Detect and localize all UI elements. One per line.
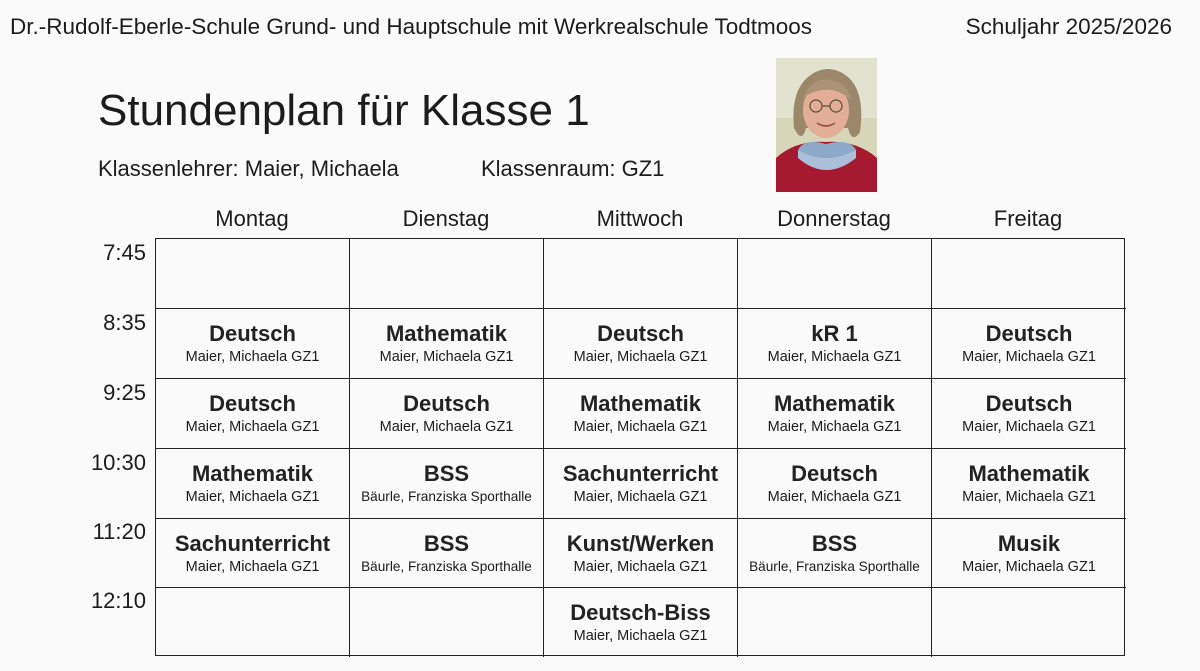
lesson-subject: Deutsch: [403, 391, 490, 416]
lesson-cell: [738, 519, 932, 588]
lesson-subject: BSS: [811, 531, 858, 556]
lesson-subject: Deutsch: [597, 321, 684, 346]
lesson-subject: BSS: [423, 461, 470, 486]
lesson-teacher: Maier, Michaela GZ1: [185, 559, 320, 575]
lesson-cell: [544, 239, 738, 309]
day-tuesday: Dienstag: [402, 206, 490, 231]
lesson-subject: Mathematik: [968, 461, 1090, 486]
lesson-subject: Mathematik: [191, 461, 314, 486]
lesson-teacher: Maier, Michaela GZ1: [962, 349, 1096, 365]
lesson-cell: [738, 449, 932, 519]
time-label: 11:20: [92, 519, 146, 544]
time-label: 8:35: [103, 310, 146, 335]
lesson-teacher: Maier, Michaela GZ1: [767, 489, 902, 505]
lesson-cell: [544, 519, 738, 588]
lesson-subject: Deutsch: [985, 391, 1073, 416]
class-teacher: Klassenlehrer: Maier, Michaela: [98, 156, 399, 181]
lesson-subject: BSS: [423, 531, 470, 556]
teacher-photo: [776, 58, 877, 192]
lesson-subject: Deutsch: [209, 321, 296, 346]
time-label: 12:10: [90, 588, 146, 613]
weekday-header: [155, 206, 1125, 232]
lesson-subject: Mathematik: [773, 391, 896, 416]
day-monday: Montag: [215, 206, 289, 231]
lesson-subject: Deutsch: [985, 321, 1073, 346]
lesson-subject: Deutsch-Biss: [570, 600, 711, 625]
page-title: Stundenplan für Klasse 1: [98, 86, 590, 135]
lesson-cell: [932, 519, 1126, 588]
lesson-cell: [544, 309, 738, 379]
lesson-cell: [156, 449, 350, 519]
lesson-cell: [932, 309, 1126, 379]
lesson-teacher: Maier, Michaela GZ1: [962, 489, 1096, 505]
school-name: Dr.-Rudolf-Eberle-Schule Grund- und Hauptschule mit Werkrealschule Todtmoos: [10, 14, 813, 39]
lesson-subject: Musik: [997, 531, 1061, 556]
lesson-cell: [156, 379, 350, 449]
lesson-cell: [932, 379, 1126, 449]
lesson-subject: Sachunterricht: [562, 461, 719, 486]
lesson-teacher: Maier, Michaela GZ1: [573, 419, 708, 435]
lesson-teacher: Bäurle, Franziska Sporthalle: [749, 559, 920, 574]
lesson-cell: [738, 239, 932, 309]
lesson-cell: [350, 239, 544, 309]
day-friday: Freitag: [993, 206, 1063, 231]
lesson-teacher: Maier, Michaela GZ1: [767, 419, 902, 435]
lesson-subject: Mathematik: [579, 391, 702, 416]
lesson-cell: [156, 239, 350, 309]
lesson-cell: [156, 519, 350, 588]
lesson-teacher: Maier, Michaela GZ1: [379, 419, 514, 435]
lesson-subject: Mathematik: [385, 321, 508, 346]
lesson-subject: Kunst/Werken: [566, 531, 715, 556]
lesson-teacher: Maier, Michaela GZ1: [379, 349, 514, 365]
lesson-subject: kR 1: [811, 321, 858, 346]
lesson-subject: Deutsch: [209, 391, 296, 416]
lesson-cell: [156, 588, 350, 657]
lesson-cell: [738, 588, 932, 657]
lesson-teacher: Maier, Michaela GZ1: [185, 349, 320, 365]
time-label: 10:30: [90, 450, 146, 475]
lesson-cell: [350, 449, 544, 519]
lesson-cell: [156, 309, 350, 379]
lesson-cell: [738, 309, 932, 379]
lesson-cell: [350, 519, 544, 588]
lesson-teacher: Maier, Michaela GZ1: [573, 489, 708, 505]
day-thursday: Donnerstag: [777, 206, 891, 231]
lesson-teacher: Maier, Michaela GZ1: [962, 419, 1096, 435]
lesson-subject: Deutsch: [791, 461, 878, 486]
lesson-teacher: Bäurle, Franziska Sporthalle: [361, 489, 532, 504]
timetable-grid: [155, 238, 1125, 656]
lesson-cell: [932, 449, 1126, 519]
lesson-cell: [932, 239, 1126, 309]
class-room: Klassenraum: GZ1: [481, 156, 665, 181]
lesson-cell: [350, 379, 544, 449]
lesson-teacher: Maier, Michaela GZ1: [767, 349, 902, 365]
lesson-teacher: Maier, Michaela GZ1: [573, 559, 708, 575]
lesson-cell: [350, 588, 544, 657]
lesson-teacher: Maier, Michaela GZ1: [573, 628, 708, 644]
lesson-teacher: Bäurle, Franziska Sporthalle: [361, 559, 532, 574]
day-wednesday: Mittwoch: [596, 206, 684, 231]
lesson-teacher: Maier, Michaela GZ1: [185, 489, 320, 505]
lesson-cell: [932, 588, 1126, 657]
lesson-cell: [738, 379, 932, 449]
lesson-subject: Sachunterricht: [174, 531, 331, 556]
lesson-cell: [544, 449, 738, 519]
school-year: Schuljahr 2025/2026: [965, 14, 1172, 39]
time-label: 9:25: [103, 380, 146, 405]
lesson-teacher: Maier, Michaela GZ1: [185, 419, 320, 435]
lesson-cell: [544, 379, 738, 449]
lesson-cell: [544, 588, 738, 657]
lesson-teacher: Maier, Michaela GZ1: [573, 349, 708, 365]
lesson-teacher: Maier, Michaela GZ1: [962, 559, 1096, 575]
time-label: 7:45: [103, 240, 146, 265]
lesson-cell: [350, 309, 544, 379]
